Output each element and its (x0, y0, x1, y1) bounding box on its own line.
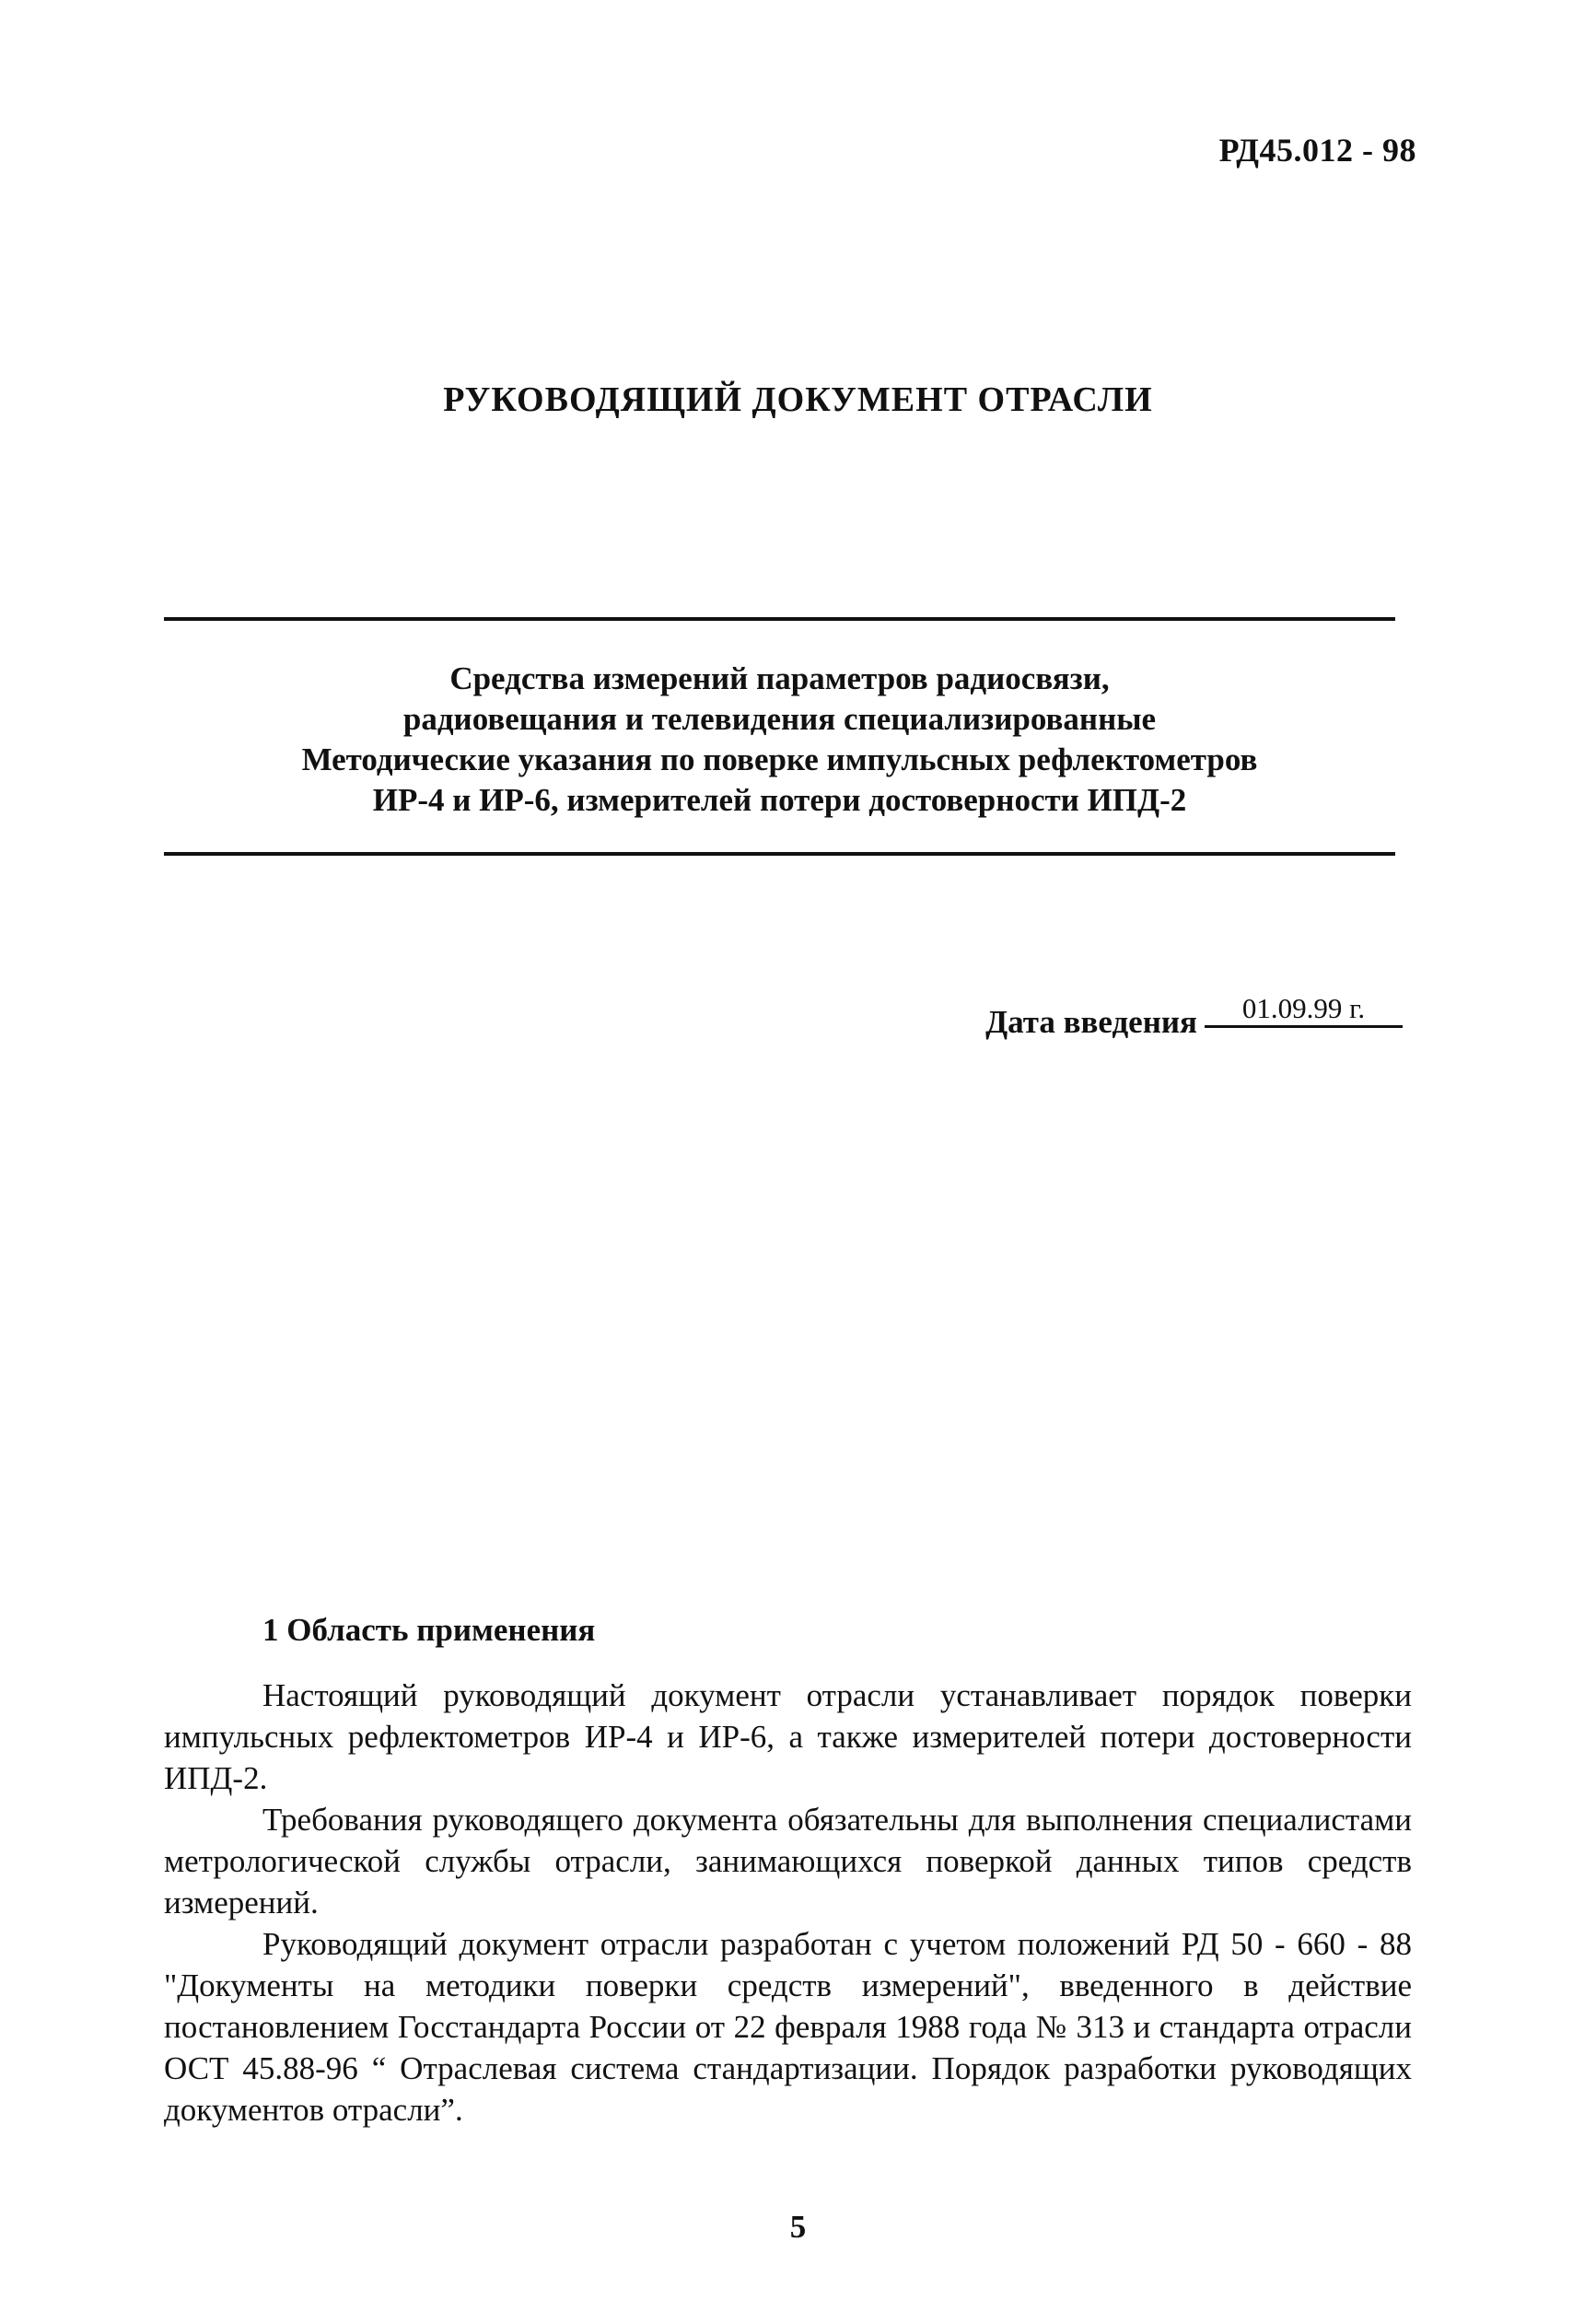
title-line: ИР-4 и ИР-6, измерителей потери достоверности ИПД-2 (372, 782, 1187, 818)
paragraph: Требования руководящего документа обязательны для выполнения специалистами метрологической службы отрасли, занимающихся поверкой данных типов средств измерений. (164, 1802, 1412, 1921)
title-line: радиовещания и телевидения специализированные (402, 701, 1157, 737)
introduction-date (985, 992, 1403, 1041)
title-bottom-rule (164, 852, 1395, 856)
title-line: Методические указания по поверке импульсных рефлектометров (301, 741, 1258, 777)
page-number: 5 (789, 2209, 807, 2245)
introduction-date-value: 01.09.99 г. (1205, 992, 1403, 1028)
section-heading: 1 Область применения (262, 1612, 596, 1648)
document-code: РД45.012 - 98 (1218, 132, 1416, 169)
document-type-heading: РУКОВОДЯЩИЙ ДОКУМЕНТ ОТРАСЛИ (443, 380, 1153, 419)
introduction-date-label: Дата введения (985, 1004, 1197, 1040)
title-top-rule (164, 617, 1395, 621)
section-body (164, 1675, 1412, 2131)
paragraph: Руководящий документ отрасли разработан с учетом положений РД 50 - 660 - 88 "Документы на методики поверки средств измерений", введенного в действие постановлением Госстандарта России от 22 февраля 1988 года № 313 и стандарта отрасли ОСТ 45.88-96 “ Отраслевая система стандартизации. Порядок разработки руководящих документов отрасли”. (164, 1926, 1412, 2128)
title-line: Средства измерений параметров радиосвязи, (449, 660, 1110, 696)
paragraph: Настоящий руководящий документ отрасли устанавливает порядок поверки импульсных рефлектометров ИР-4 и ИР-6, а также измерителей потери достоверности ИПД-2. (164, 1677, 1412, 1796)
document-title (164, 659, 1395, 821)
